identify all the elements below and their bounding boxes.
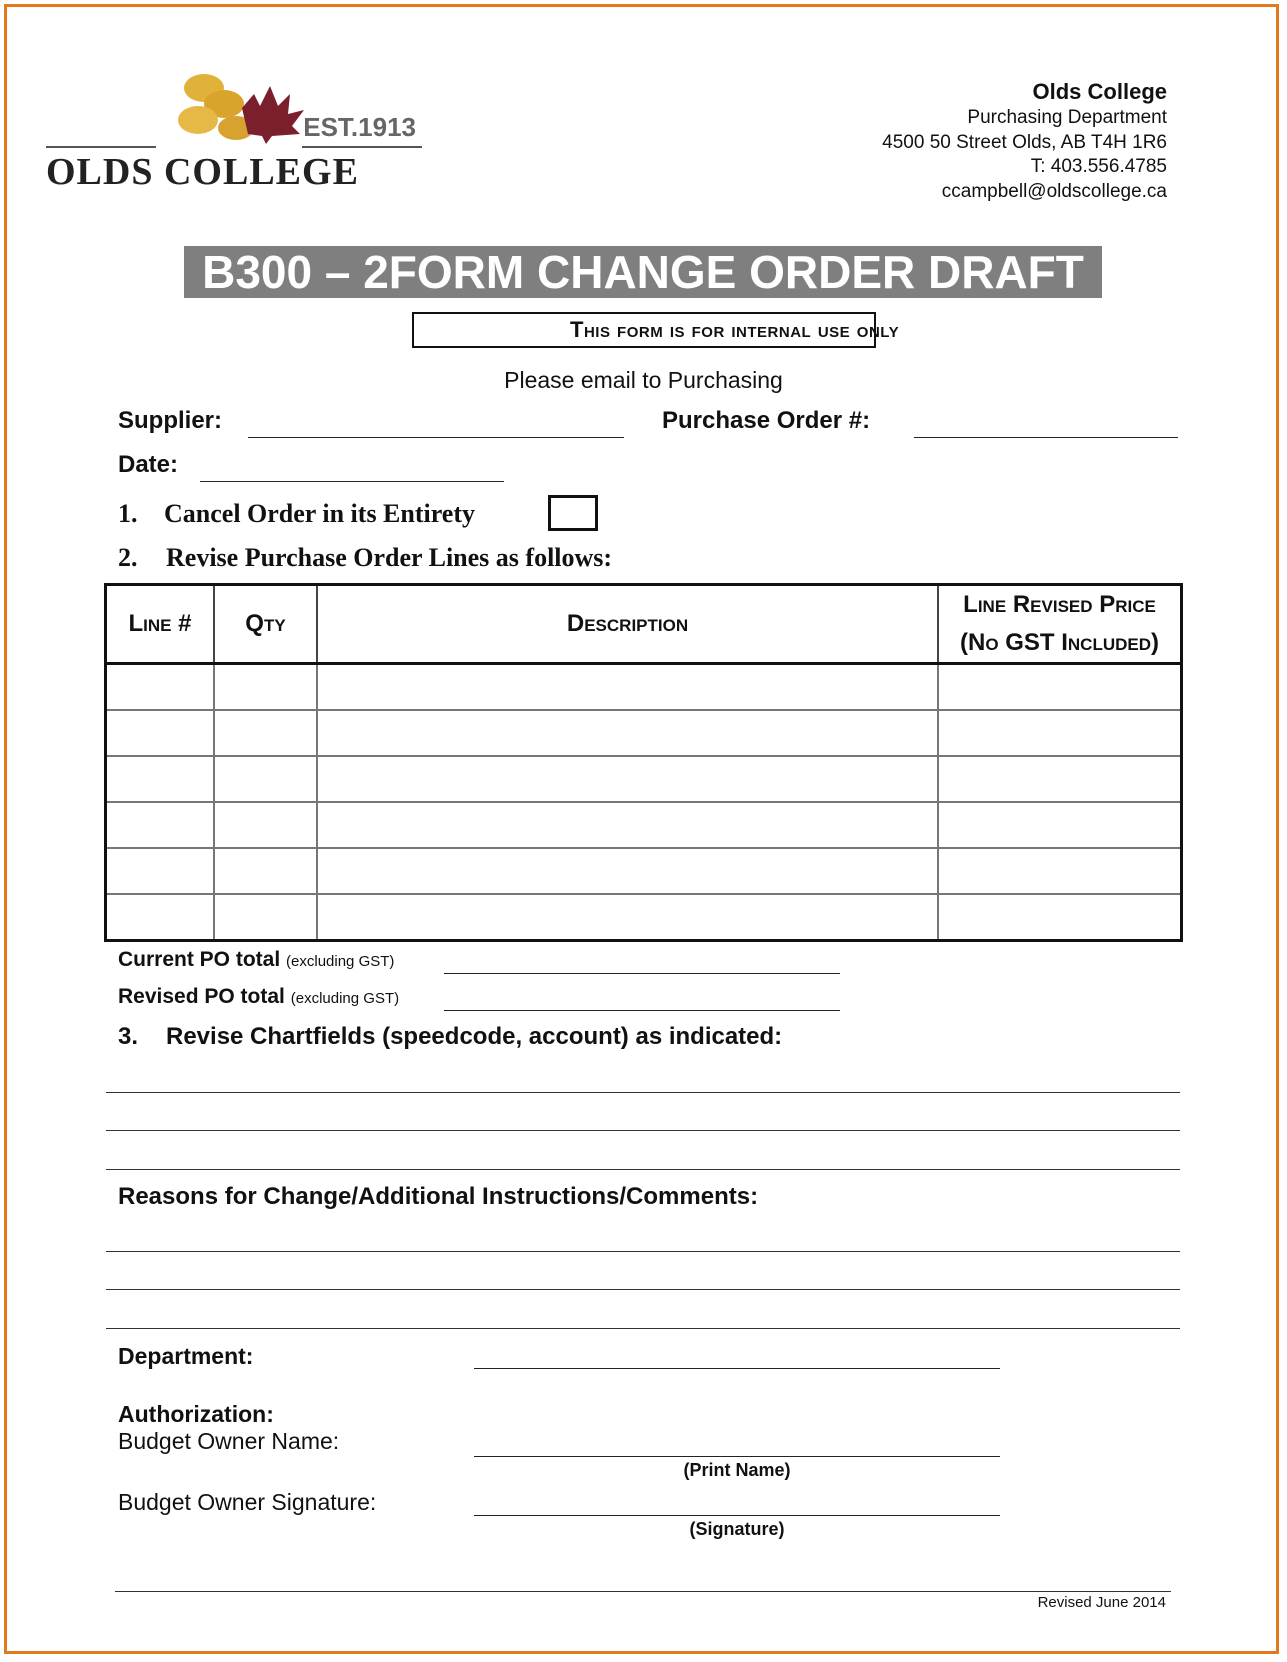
cell-price[interactable] (938, 848, 1182, 894)
reasons-line-3[interactable] (106, 1328, 1180, 1329)
cell-qty[interactable] (214, 664, 317, 711)
cell-description[interactable] (317, 664, 938, 711)
department-field[interactable] (474, 1368, 1000, 1369)
cell-line[interactable] (106, 664, 215, 711)
print-name-caption: (Print Name) (683, 1460, 791, 1480)
table-row (106, 848, 1182, 894)
budget-owner-signature-field[interactable] (474, 1515, 1000, 1516)
current-total-text: Current PO total (118, 948, 281, 971)
chartfields-label: Revise Chartfields (speedcode, account) as indicated: (166, 1023, 783, 1050)
chartfields-num: 3. (118, 1023, 139, 1050)
header-qty: Qty (214, 585, 317, 664)
reasons-label: Reasons for Change/Additional Instructions/Comments: (118, 1183, 759, 1210)
cell-price[interactable] (938, 894, 1182, 941)
cell-description[interactable] (317, 710, 938, 756)
logo-rule-left (46, 146, 156, 148)
cell-qty[interactable] (214, 894, 317, 941)
date-field[interactable] (200, 481, 504, 482)
supplier-field[interactable] (248, 437, 624, 438)
cell-qty[interactable] (214, 802, 317, 848)
reasons-line-1[interactable] (106, 1251, 1180, 1252)
cell-line[interactable] (106, 894, 215, 941)
cell-line[interactable] (106, 756, 215, 802)
option-2-num: 2. (118, 543, 138, 572)
email-note: Please email to Purchasing (504, 367, 783, 393)
cell-line[interactable] (106, 710, 215, 756)
header-price (938, 585, 1182, 664)
cancel-order-checkbox[interactable] (548, 495, 598, 531)
header-price-line1: Line Revised Price (963, 591, 1156, 618)
current-total-label (118, 948, 394, 972)
table-row (106, 710, 1182, 756)
revised-total-field[interactable] (444, 1010, 840, 1011)
cell-qty[interactable] (214, 756, 317, 802)
cell-line[interactable] (106, 802, 215, 848)
current-total-note: (excluding GST) (286, 953, 395, 970)
table-row (106, 664, 1182, 711)
revised-total-note: (excluding GST) (290, 990, 400, 1007)
table-row (106, 756, 1182, 802)
department-label: Department: (118, 1343, 254, 1369)
chartfields-line-3[interactable] (106, 1169, 1180, 1170)
chartfields-line-2[interactable] (106, 1130, 1180, 1131)
header-price-line2: (No GST Included) (960, 629, 1159, 656)
header-description: Description (317, 585, 938, 664)
option-1-num: 1. (118, 499, 138, 528)
cell-description[interactable] (317, 802, 938, 848)
revised-total-label (118, 985, 399, 1009)
cell-description[interactable] (317, 756, 938, 802)
signature-caption: (Signature) (689, 1519, 785, 1539)
revised-total-text: Revised PO total (118, 985, 285, 1008)
cell-line[interactable] (106, 848, 215, 894)
cell-price[interactable] (938, 756, 1182, 802)
form-title: B300 – 2FORM CHANGE ORDER DRAFT (184, 246, 1102, 298)
current-total-field[interactable] (444, 973, 840, 974)
logo-est: EST.1913 (303, 112, 416, 142)
reasons-line-2[interactable] (106, 1289, 1180, 1290)
college-logo (40, 64, 430, 214)
budget-owner-signature-label: Budget Owner Signature: (118, 1489, 377, 1515)
cell-description[interactable] (317, 894, 938, 941)
org-name: Olds College (1032, 79, 1167, 104)
chartfields-line-1[interactable] (106, 1092, 1180, 1093)
org-phone: T: 403.556.4785 (1030, 156, 1167, 177)
revised-date: Revised June 2014 (1037, 1594, 1166, 1611)
footer-rule (115, 1591, 1171, 1592)
org-email: ccampbell@oldscollege.ca (941, 180, 1167, 202)
budget-owner-name-field[interactable] (474, 1456, 1000, 1457)
internal-notice: This form is for internal use only (570, 317, 900, 342)
table-header-row (106, 585, 1182, 664)
option-2-label: Revise Purchase Order Lines as follows: (166, 543, 613, 572)
logo-rule-right (302, 146, 422, 148)
org-department: Purchasing Department (967, 107, 1167, 128)
cell-price[interactable] (938, 710, 1182, 756)
option-1-label: Cancel Order in its Entirety (164, 499, 476, 528)
order-lines-table (104, 583, 1183, 942)
cell-qty[interactable] (214, 710, 317, 756)
po-number-field[interactable] (914, 437, 1178, 438)
cell-description[interactable] (317, 848, 938, 894)
logo-wordmark: OLDS COLLEGE (46, 151, 359, 193)
header-line: Line # (106, 585, 215, 664)
table-row (106, 894, 1182, 941)
po-number-label: Purchase Order #: (662, 407, 871, 434)
cell-price[interactable] (938, 664, 1182, 711)
table-row (106, 802, 1182, 848)
org-street: 4500 50 Street Olds, AB T4H 1R6 (882, 131, 1167, 153)
budget-owner-name-label: Budget Owner Name: (118, 1428, 340, 1454)
supplier-label: Supplier: (118, 407, 223, 434)
authorization-heading: Authorization: (118, 1401, 274, 1427)
cell-qty[interactable] (214, 848, 317, 894)
address-block (882, 78, 1167, 204)
date-label: Date: (118, 451, 179, 478)
cell-price[interactable] (938, 802, 1182, 848)
